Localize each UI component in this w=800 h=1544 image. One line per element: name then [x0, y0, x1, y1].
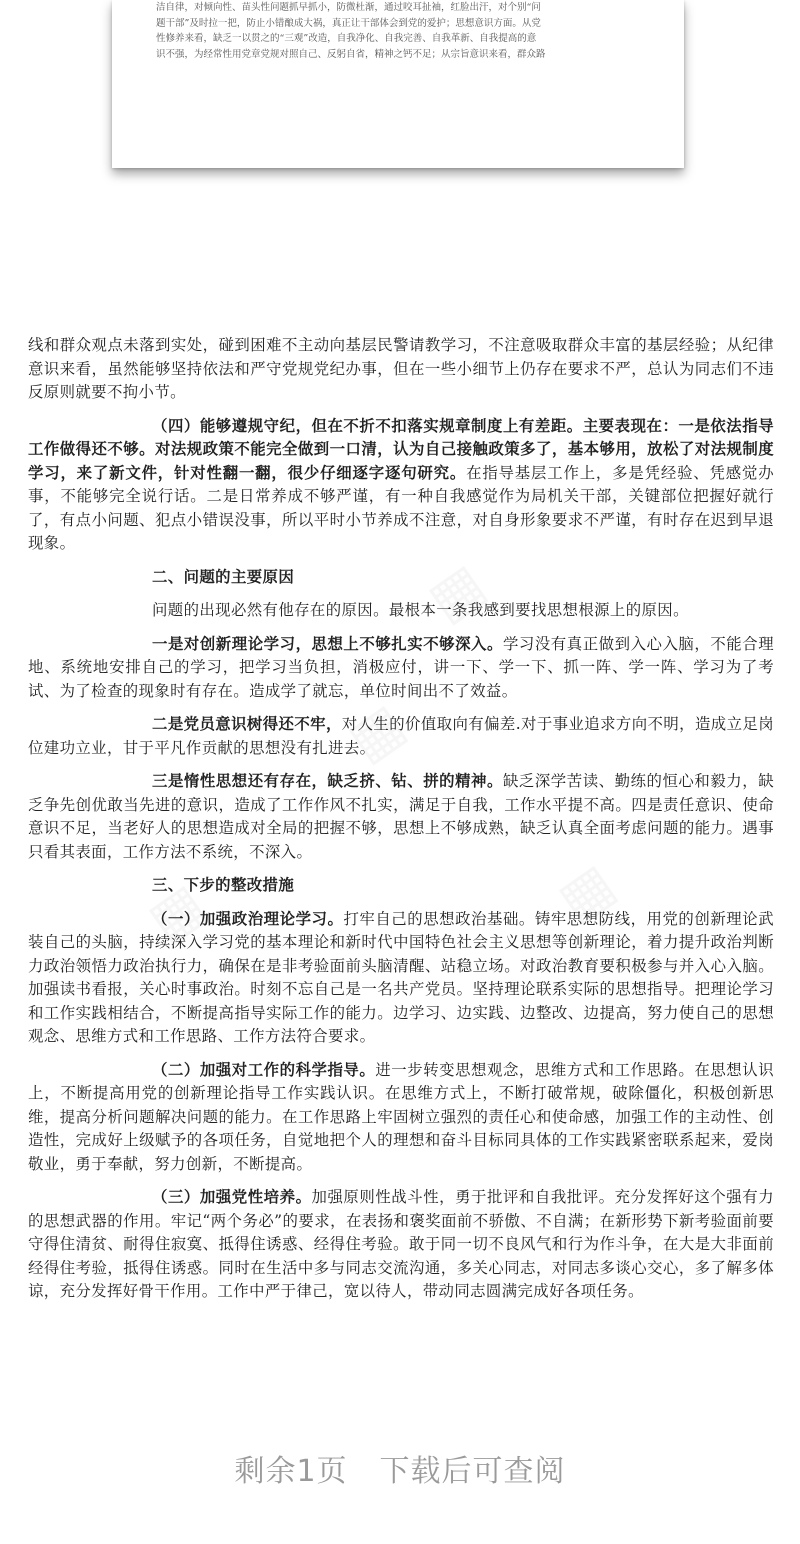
paragraph-text: 进一步转变思想观念，思维方式和工作思路。在思想认识上，不断提高用党的创新理论指导工作实践认识。在思维方式上，不断打破常规，破除僵化，积极创新思维，提高分析问题解决问题的能力。在工作思路上牢固树立强烈的责任心和使命感，加强工作的主动性、创造性，完成好上级赋予的各项任务，自觉地把个人的理想和奋斗目标同具体的工作实践紧密联系起来，爱岗敬业，勇于奉献，努力创新，不断提高。	[28, 1060, 774, 1173]
paragraph	[28, 633, 774, 704]
bold-lead: 三是惰性思想还有存在，缺乏挤、钻、拼的精神。	[152, 772, 503, 790]
document-body	[28, 334, 774, 1314]
paragraph	[28, 415, 774, 556]
paragraph: 线和群众观点未落到实处，碰到困难不主动向基层民警请教学习，不注意吸取群众丰富的基层经验；从纪律意识来看，虽然能够坚持依法和严守党规党纪办事，但在一些小细节上仍存在要求不严，总认为同志们不违反原则就要不拘小节。	[28, 336, 774, 401]
remaining-pages-label: 剩余1页	[234, 1454, 348, 1489]
bold-lead: 一是对创新理论学习，思想上不够扎实不够深入。	[152, 634, 503, 653]
paragraph-text: 加强原则性战斗性，勇于批评和自我批评。充分发挥好这个强有力的思想武器的作用。牢记“两个务必”的要求，在表扬和褒奖面前不骄傲、不自满；在新形势下新考验面前要守得住清贫、耐得住寂寞、抵得住诱惑、经得住考验。敢于同一切不良风气和行为作斗争，在大是大非面前经得住考验，抵得住诱惑。同时在生活中多与同志交流沟通，多关心同志，对同志多谈心交心，多了解多体谅，充分发挥好骨干作用。工作中严于律己，宽以待人，带动同志圆满完成好各项任务。	[28, 1188, 774, 1300]
paragraph-text: 打牢自己的思想政治基础。铸牢思想防线，用党的创新理论武装自己的头脑，持续深入学习党的基本理论和新时代中国特色社会主义思想等创新理论，着力提升政治判断力政治领悟力政治执行力，确保在是非考验面前头脑清醒、站稳立场。对政治教育要积极参与并入心入脑。加强读书看报，关心时事政治。时刻不忘自己是一名共产党员。坚持理论联系实际的思想指导。把理论学习和工作实践相结合，不断提高指导实际工作的能力。边学习、边实践、边整改、边提高，努力使自己的思想观念、思维方式和工作思路、工作方法符合要求。	[28, 909, 774, 1045]
download-to-view-label: 下载后可查阅	[379, 1454, 566, 1489]
paragraph	[28, 908, 774, 1049]
download-prompt[interactable]	[0, 1446, 800, 1490]
paragraph-text: 学习没有真正做到入心入脑，不能合理地、系统地安排自己的学习，把学习当负担，消极应付，讲一下、学一下、抓一阵、学一阵、学习为了考试、为了检查的现象时有存在。造成学了就忘，单位时间出不了效益。	[28, 634, 774, 700]
preview-line: 识不强，为经常性用党章党规对照自己、反躬自省，精神之钙不足；从宗旨意识来看，群众路	[156, 48, 546, 60]
paragraph	[28, 1059, 774, 1177]
preview-line: 性修养来看，缺乏一以贯之的“三观”改造，自我净化、自我完善、自我革新、自我提高的意	[156, 33, 537, 45]
section-heading: 三、下步的整改措施	[152, 876, 295, 894]
bold-lead: （三）加强党性培养。	[152, 1188, 312, 1206]
paragraph-text: 缺乏深学苦读、勤练的恒心和毅力，缺乏争先创优敢当先进的意识，造成了工作作风不扎实，满足于自我，工作水平提不高。四是责任意识、使命意识不足，当老好人的思想造成对全局的把握不够，思想上不够成熟，缺乏认真全面考虑问题的能力。遇事只看其表面，工作方法不系统，不深入。	[28, 772, 774, 861]
paragraph	[28, 713, 774, 760]
paragraph	[28, 1186, 774, 1304]
bold-lead: 二是党员意识树得还不牢，	[152, 715, 342, 733]
preview-line: 洁自律，对倾向性、苗头性问题抓早抓小，防微杜渐，通过咬耳扯袖，红脸出汗，对个别“问	[156, 2, 541, 13]
bold-lead: （一）加强政治理论学习。	[152, 909, 344, 928]
paragraph	[28, 770, 774, 864]
preview-page-card	[112, 0, 684, 168]
section-heading: 二、问题的主要原因	[152, 567, 295, 586]
bold-lead: （二）加强对工作的科学指导。	[152, 1060, 376, 1079]
paragraph-text: 对人生的价值取向有偏差.对于事业追求方向不明，造成立足岗位建功立业，甘于平凡作贡献的思想没有扎进去。	[28, 715, 774, 757]
paragraph: 问题的出现必然有他存在的原因。最根本一条我感到要找思想根源上的原因。	[152, 601, 689, 619]
bold-lead: （四）能够遵规守纪，但在不折不扣落实规章制度上有差距。主要表现在：一是依法指导工作做得还不够。对法规政策不能完全做到一口清，认为自己接触政策多了，基本够用，放松了对法规制度学习，来了新文件，针对性翻一翻，很少仔细逐字逐句研究。	[28, 416, 774, 482]
preview-text	[156, 0, 644, 62]
preview-line: 题干部”及时拉一把，防止小错酿成大祸，真正让干部体会到党的爱护；思想意识方面。从党	[156, 17, 541, 29]
paragraph-text: 在指导基层工作上，多是凭经验、凭感觉办事，不能够完全说行话。二是日常养成不够严谨，有一种自我感觉作为局机关干部，关键部位把握好就行了，有点小问题、犯点小错误没事，所以平时小节养成不注意，对自身形象要求不严谨，有时存在迟到早退现象。	[28, 463, 774, 552]
